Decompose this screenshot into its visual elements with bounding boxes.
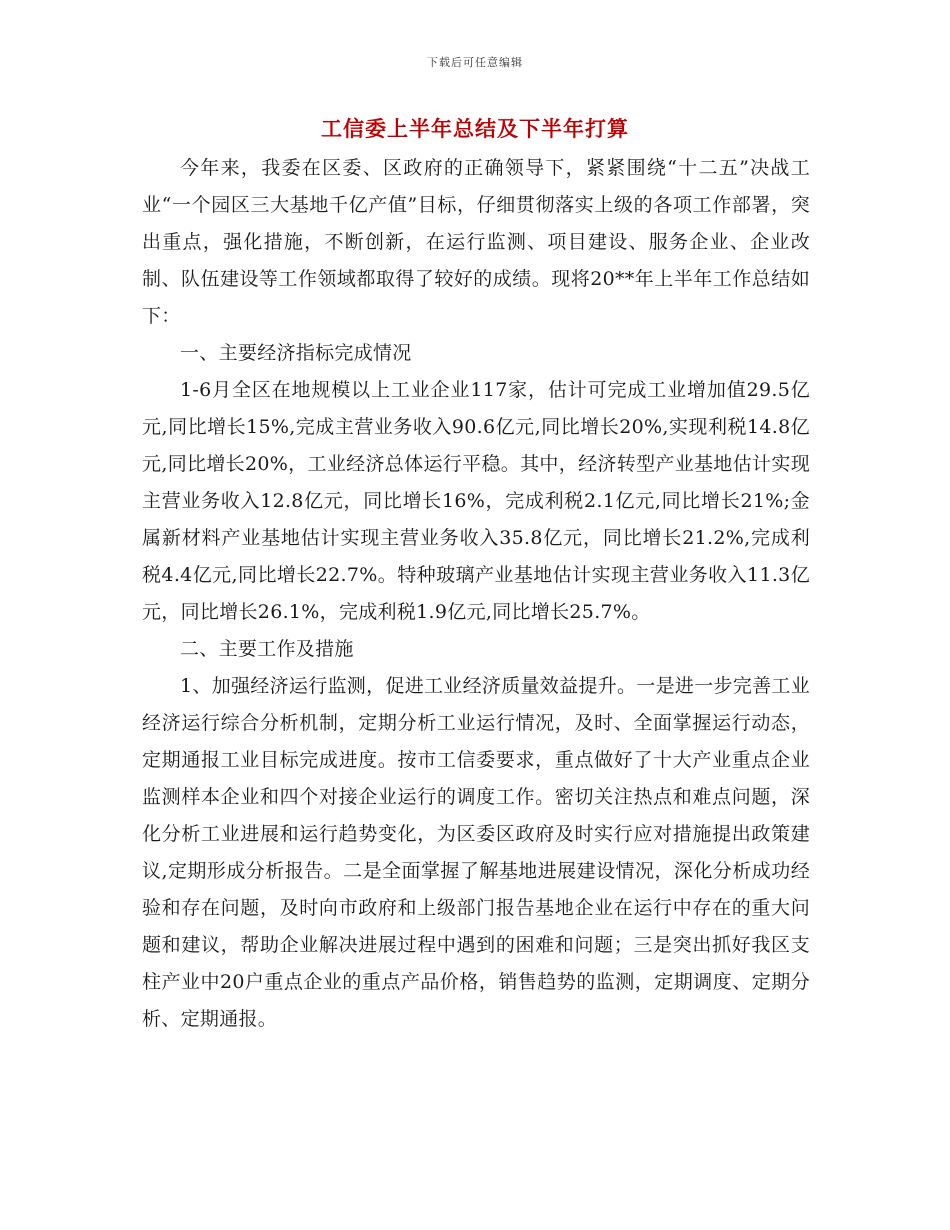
section-heading-1: 一、主要经济指标完成情况 — [180, 342, 412, 364]
intro-paragraph: 今年来，我委在区委、区政府的正确领导下，紧紧围绕“十二五”决战工业“一个园区三大基地千亿产值”目标，仔细贯彻落实上级的各项工作部署，突出重点，强化措施，不断创新，在运行监测、项目建设、服务企业、企业改制、队伍建设等工作领域都取得了较好的成绩。现将20**年上半年工作总结如下： — [142, 157, 810, 327]
indicators-paragraph: 1-6月全区在地规模以上工业企业117家，估计可完成工业增加值29.5亿元,同比增长15%,完成主营业务收入90.6亿元,同比增长20%,实现利税14.8亿元,同比增长20%，工业经济总体运行平稳。其中，经济转型产业基地估计实现主营业务收入12.8亿元，同比增长16%，完成利税2.1亿元,同比增长21%;金属新材料产业基地估计实现主营业务收入35.8亿元，同比增长21.2%,完成利税4.4亿元,同比增长22.7%。特种玻璃产业基地估计实现主营业务收入11.3亿元，同比增长26.1%，完成利税1.9亿元,同比增长25.7%。 — [142, 379, 810, 623]
header-note: 下载后可任意编辑 — [427, 56, 523, 69]
measures-paragraph: 1、加强经济运行监测，促进工业经济质量效益提升。一是进一步完善工业经济运行综合分析机制，定期分析工业运行情况，及时、全面掌握运行动态，定期通报工业目标完成进度。按市工信委要求，重点做好了十大产业重点企业监测样本企业和四个对接企业运行的调度工作。密切关注热点和难点问题，深化分析工业进展和运行趋势变化，为区委区政府及时实行应对措施提出政策建议,定期形成分析报告。二是全面掌握了解基地进展建设情况，深化分析成功经验和存在问题，及时向市政府和上级部门报告基地企业在运行中存在的重大问题和建议，帮助企业解决进展过程中遇到的困难和问题；三是突出抓好我区支柱产业中20户重点企业的重点产品价格，销售趋势的监测，定期调度、定期分析、定期通报。 — [142, 675, 810, 1030]
section-heading-2: 二、主要工作及措施 — [180, 638, 354, 660]
document-body — [142, 150, 810, 1038]
document-title: 工信委上半年总结及下半年打算 — [321, 116, 629, 141]
